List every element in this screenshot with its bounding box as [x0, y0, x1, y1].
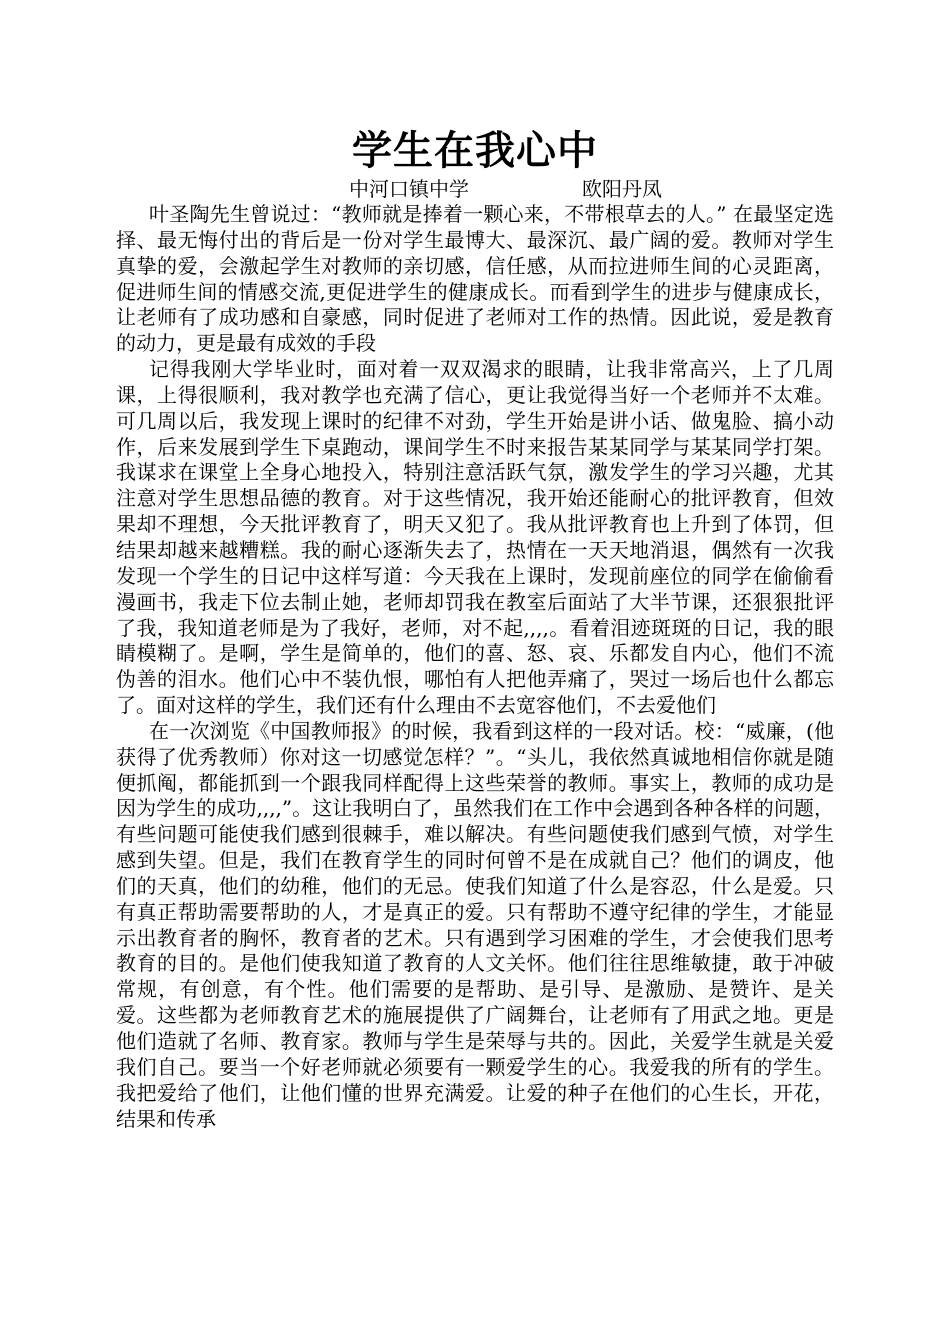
- document-title: 学生在我心中: [352, 127, 598, 174]
- paragraph-1: 叶圣陶先生曾说过：“教师就是捧着一颗心来，不带根草去的人。” 在最坚定选择、最无悔付出的背后是一份对学生最博大、最深沉、最广阔的爱。教师对学生真挚的爱，会激起学生对教师的亲切感，信任感，从而拉进师生间的心灵距离，促进师生间的情感交流,更促进学生的健康成长。而看到学生的进步与健康成长，让老师有了成功感和自豪感，同时促进了老师对工作的热情。因此说，爱是教育的动力，更是最有成效的手段: [116, 202, 834, 356]
- paragraph-3: 在一次浏览《中国教师报》的时候，我看到这样的一段对话。校：“威廉，(他获得了优秀教师）你对这一切感觉怎样？”。“头儿，我依然真诚地相信你就是随便抓阄，都能抓到一个跟我同样配得上这些荣誉的教师。事实上，教师的成功是因为学生的成功,,,,”。这让我明白了，虽然我们在工作中会遇到各种各样的问题，有些问题可能使我们感到很棘手，难以解决。有些问题使我们感到气愤，对学生感到失望。但是，我们在教育学生的同时何曾不是在成就自己？他们的调皮，他们的天真，他们的幼稚，他们的无忌。使我们知道了什么是容忍，什么是爱。只有真正帮助需要帮助的人，才是真正的爱。只有帮助不遵守纪律的学生，才能显示出教育者的胸怀，教育者的艺术。只有遇到学习困难的学生，才会使我们思考教育的目的。是他们使我知道了教育的人文关怀。他们往往思维敏捷，敢于冲破常规，有创意，有个性。他们需要的是帮助、是引导、是激励、是赞许、是关爱。这些都为老师教育艺术的施展提供了广阔舞台，让老师有了用武之地。更是他们造就了名师、教育家。教师与学生是荣辱与共的。因此，关爱学生就是关爱我们自己。要当一个好老师就必须要有一颗爱学生的心。我爱我的所有的学生。我把爱给了他们，让他们懂的世界充满爱。让爱的种子在他们的心生长，开花，结果和传承: [116, 718, 834, 1131]
- author-name: 欧阳丹凤: [582, 177, 662, 201]
- byline: [116, 176, 834, 202]
- school-name: 中河口镇中学: [349, 177, 469, 201]
- document-page: [116, 128, 834, 1132]
- paragraph-2: 记得我刚大学毕业时，面对着一双双渴求的眼睛，让我非常高兴，上了几周课，上得很顺利，我对教学也充满了信心，更让我觉得当好一个老师并不太难。可几周以后，我发现上课时的纪律不对劲，学生开始是讲小话、做鬼脸、搞小动作，后来发展到学生下桌跑动，课间学生不时来报告某某同学与某某同学打架。我谋求在课堂上全身心地投入，特别注意活跃气氛，激发学生的学习兴趣，尤其注意对学生思想品德的教育。对于这些情况，我开始还能耐心的批评教育，但效果却不理想，今天批评教育了，明天又犯了。我从批评教育也上升到了体罚，但结果却越来越糟糕。我的耐心逐渐失去了，热情在一天天地消退，偶然有一次我发现一个学生的日记中这样写道：今天我在上课时，发现前座位的同学在偷偷看漫画书，我走下位去制止她，老师却罚我在教室后面站了大半节课，还狠狠批评了我，我知道老师是为了我好，老师，对不起,,,,。看着泪迹斑斑的日记，我的眼睛模糊了。是啊，学生是简单的，他们的喜、怒、哀、乐都发自内心，他们不流伪善的泪水。他们心中不装仇恨，哪怕有人把他弄痛了，哭过一场后也什么都忘了。面对这样的学生，我们还有什么理由不去宽容他们，不去爱他们: [116, 357, 834, 718]
